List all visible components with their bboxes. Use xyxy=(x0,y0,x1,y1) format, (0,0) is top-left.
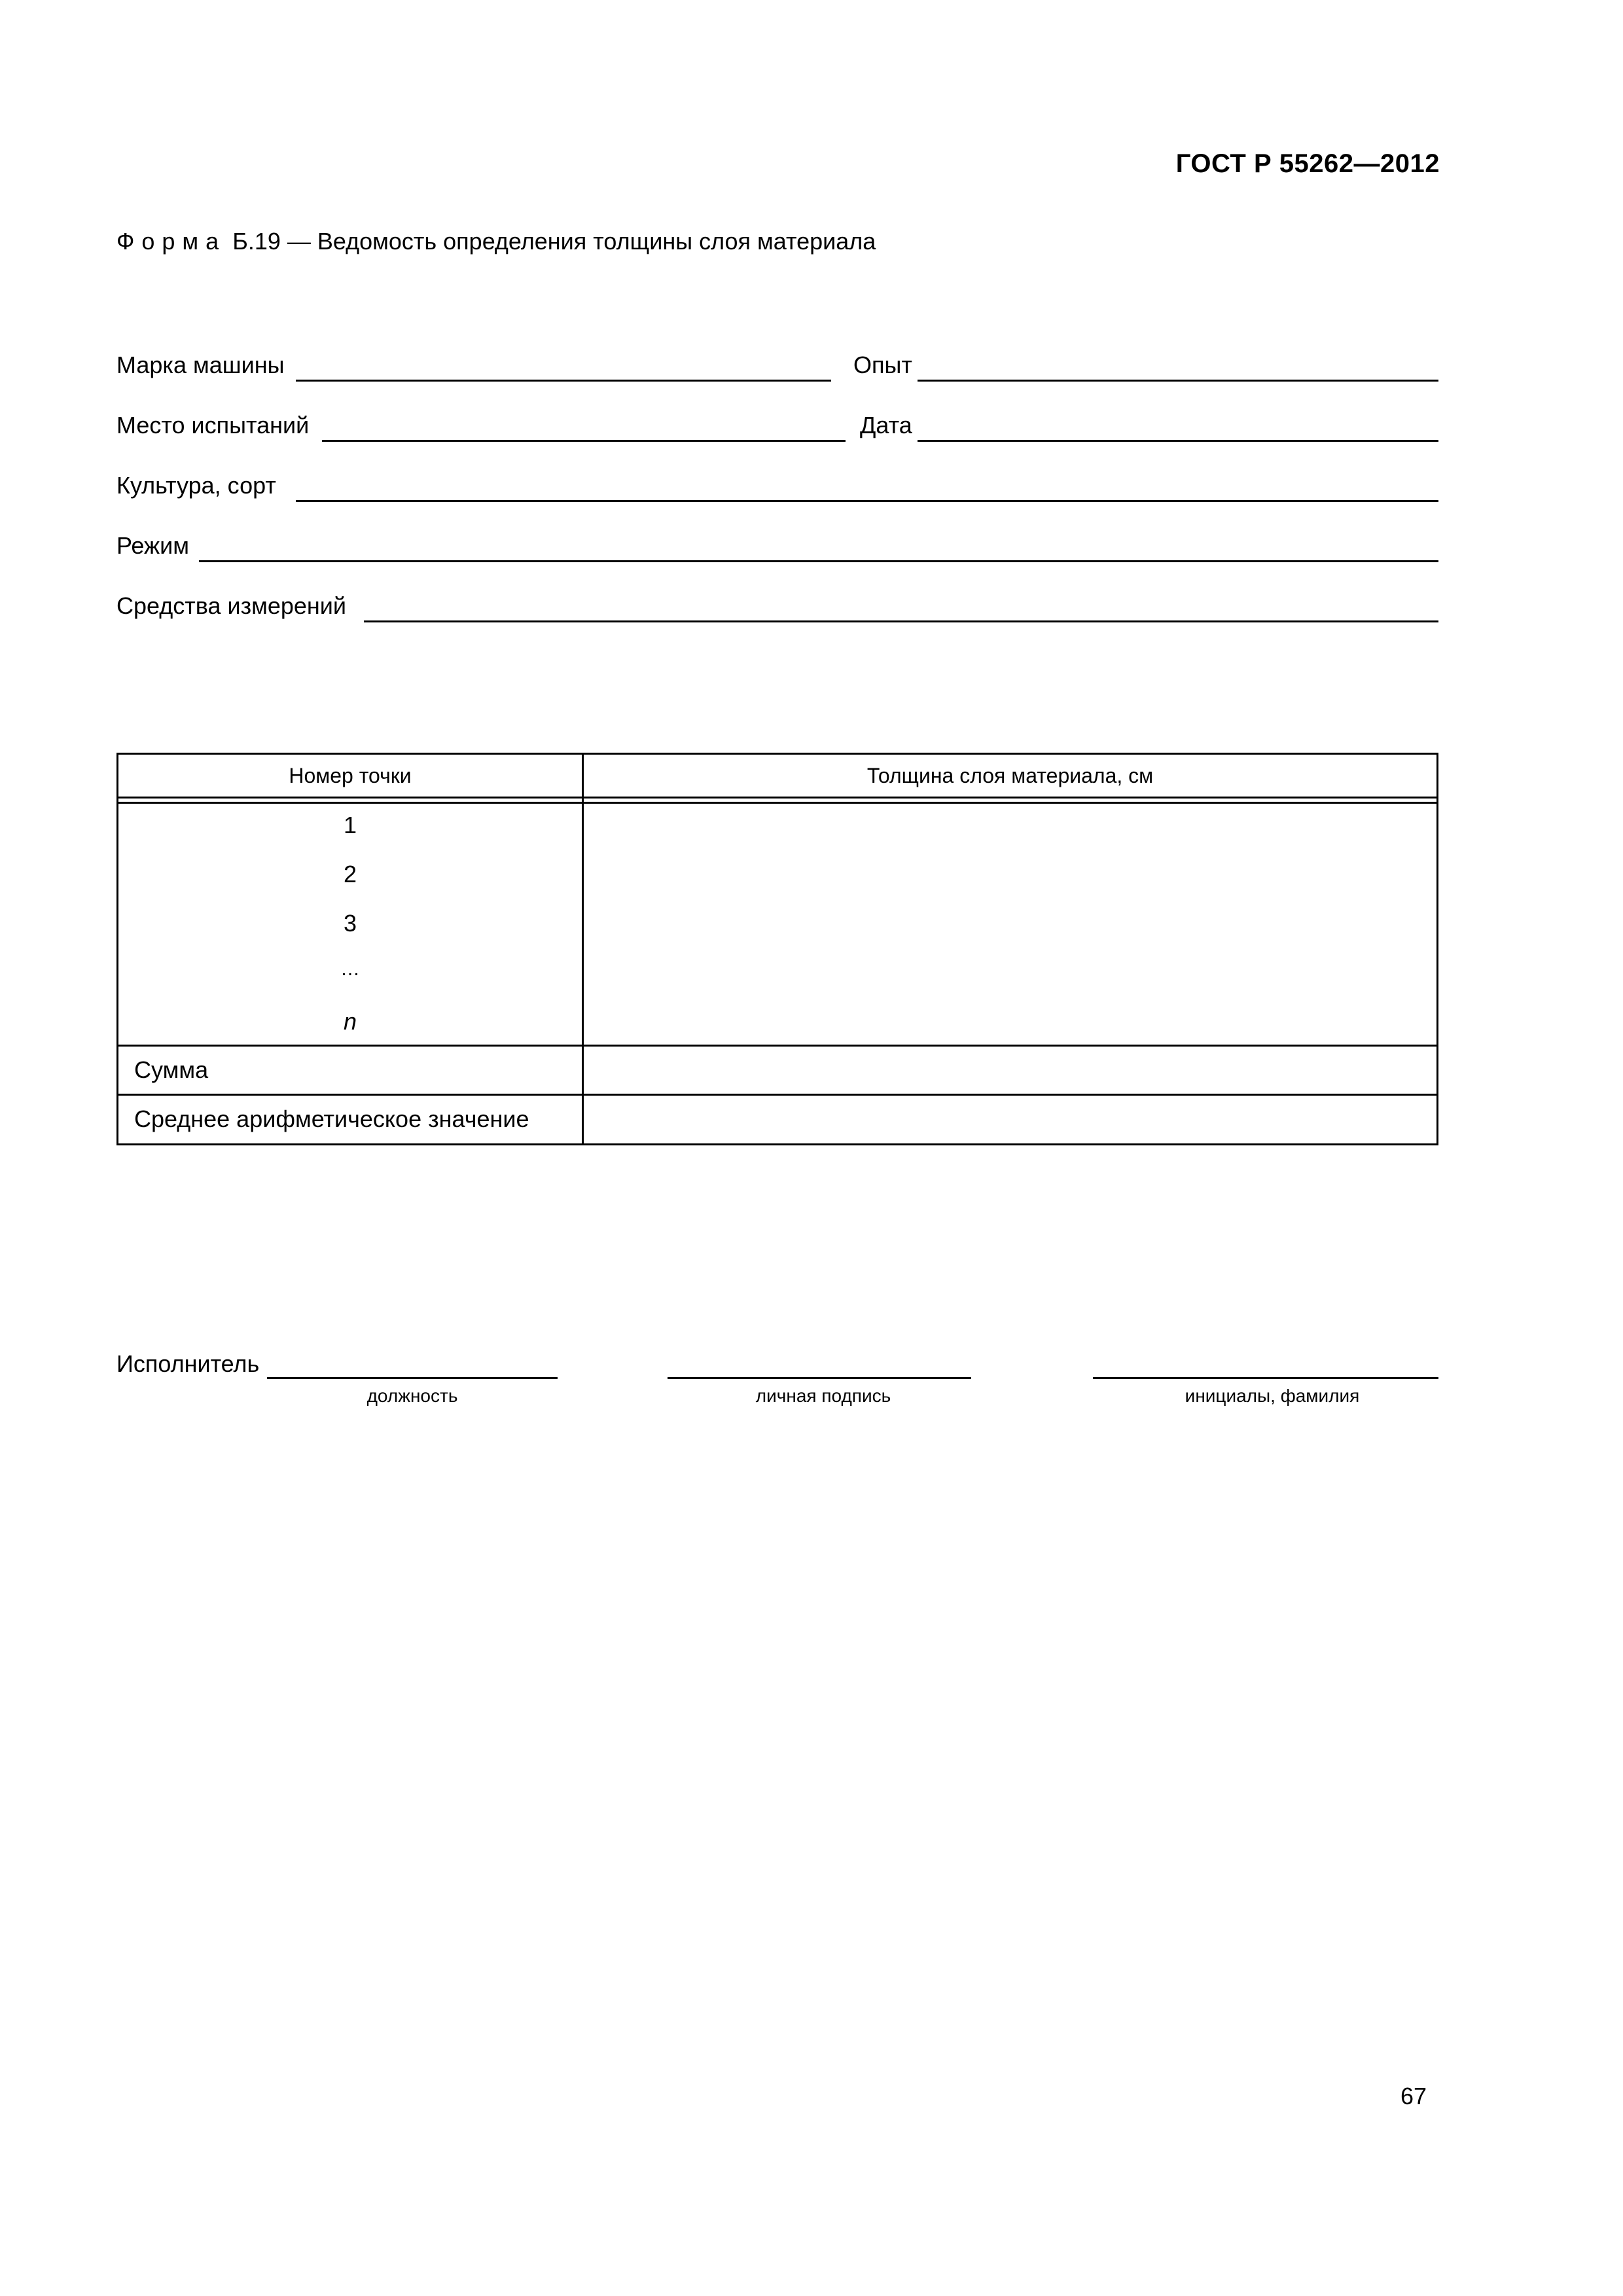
document-standard-code: ГОСТ Р 55262—2012 xyxy=(1175,149,1440,178)
position-field[interactable] xyxy=(267,1377,558,1379)
form-title xyxy=(116,228,876,255)
table-header-divider-double xyxy=(118,802,1436,804)
test-location-label: Место испытаний xyxy=(116,412,310,439)
machine-brand-label: Марка машины xyxy=(116,351,285,378)
name-field[interactable] xyxy=(1093,1377,1438,1379)
instruments-label: Средства измерений xyxy=(116,592,347,619)
table-header-divider xyxy=(118,797,1436,798)
position-caption: должность xyxy=(366,1386,458,1406)
table-row-point: 3 xyxy=(343,910,357,937)
executor-label: Исполнитель xyxy=(116,1350,260,1377)
sum-row-label: Сумма xyxy=(134,1056,209,1083)
experiment-label: Опыт xyxy=(853,351,912,378)
mode-field[interactable] xyxy=(199,560,1438,562)
signature-field[interactable] xyxy=(668,1377,971,1379)
column-header-point-number: Номер точки xyxy=(289,764,412,787)
test-location-field[interactable] xyxy=(322,440,846,442)
mode-label: Режим xyxy=(116,532,189,559)
date-label: Дата xyxy=(860,412,912,439)
experiment-field[interactable] xyxy=(918,380,1438,382)
form-title-prefix: Форма xyxy=(116,228,226,255)
signature-caption: личная подпись xyxy=(755,1386,891,1406)
date-field[interactable] xyxy=(918,440,1438,442)
table-row-point: … xyxy=(340,958,360,980)
table-row-point: 2 xyxy=(343,861,357,888)
instruments-field[interactable] xyxy=(364,620,1438,622)
column-header-thickness: Толщина слоя материала, см xyxy=(866,764,1154,787)
table-column-divider xyxy=(582,755,584,1143)
table-row-divider-sum xyxy=(118,1045,1436,1047)
thickness-table xyxy=(116,753,1438,1145)
crop-variety-field[interactable] xyxy=(296,500,1438,502)
form-title-text: Б.19 — Ведомость определения толщины слоя материала xyxy=(226,228,876,255)
mean-row-label: Среднее арифметическое значение xyxy=(134,1105,529,1132)
table-row-point: n xyxy=(343,1008,357,1035)
name-caption: инициалы, фамилия xyxy=(1185,1386,1360,1406)
machine-brand-field[interactable] xyxy=(296,380,831,382)
table-row-divider-mean xyxy=(118,1094,1436,1096)
page-number: 67 xyxy=(1400,2083,1427,2109)
crop-variety-label: Культура, сорт xyxy=(116,472,276,499)
table-row-point: 1 xyxy=(343,812,357,838)
